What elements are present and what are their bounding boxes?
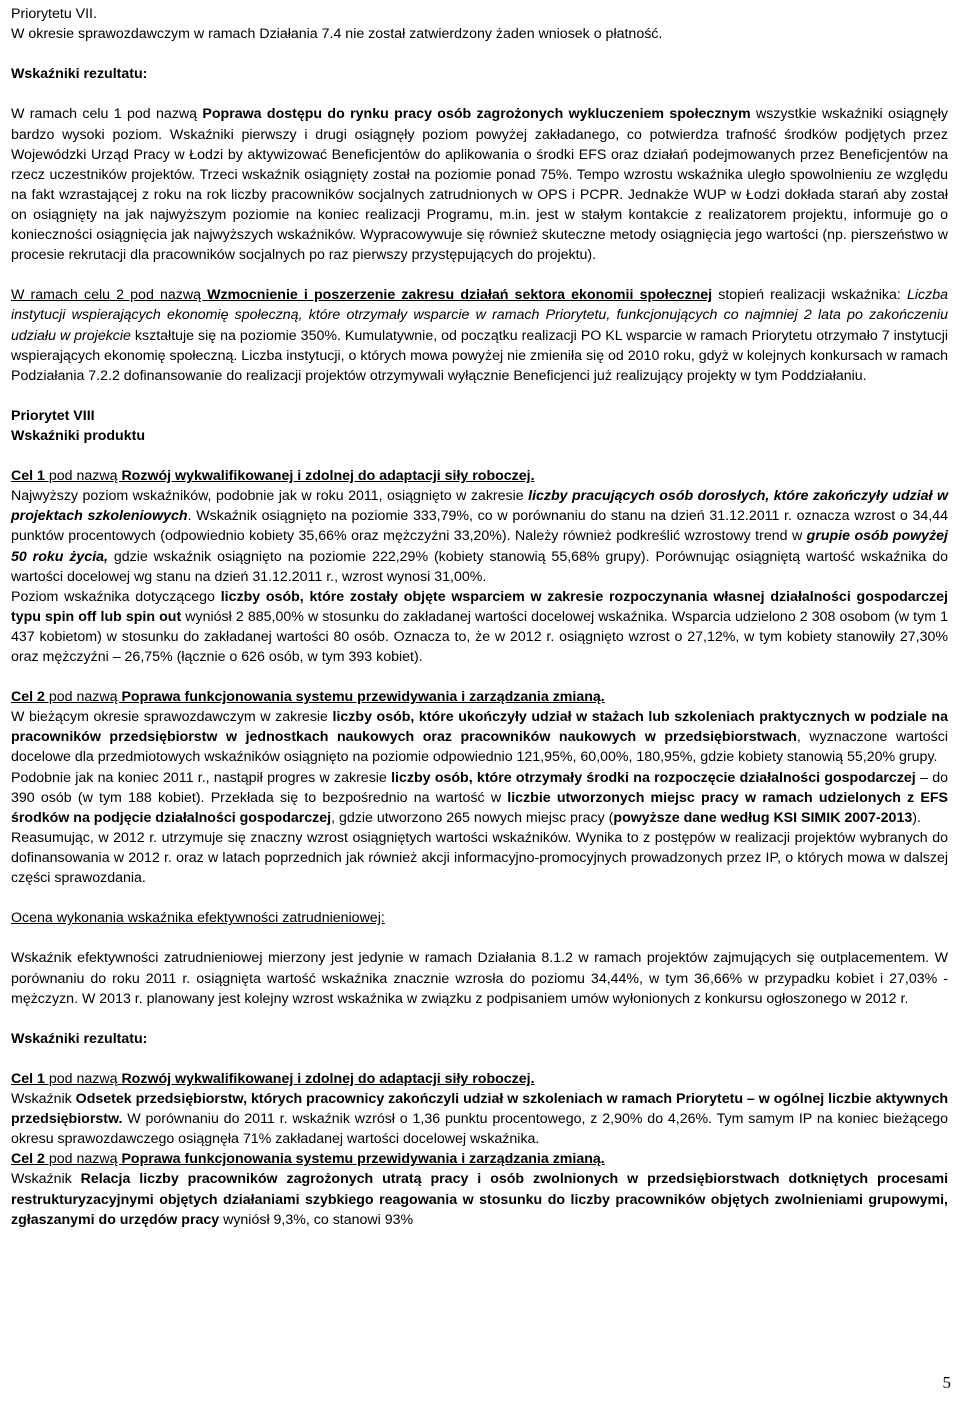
paragraph: Reasumując, w 2012 r. utrzymuje się znaczny wzrost osiągniętych wartości wskaźników. Wynika to z postępów w realizacji projektów wybranych do dofinansowania w 2012 r. oraz w latach poprzednich jak również akcji informacyjno-promocyjnych prowadzonych przez IP, o których mowa w dalszej części sprawozdania.: [11, 829, 948, 887]
blank-line: [11, 1009, 948, 1029]
text-run: Najwyższy poziom wskaźników, podobnie jak w roku 2011, osiągnięto w zakresie: [11, 488, 529, 505]
goal-name: Poprawa funkcjonowania systemu przewidywania i zarządzania zmianą.: [121, 1151, 605, 1168]
section-heading: Ocena wykonania wskaźnika efektywności zatrudnieniowej:: [11, 910, 385, 927]
text-run: W ramach celu 2 pod nazwą: [11, 287, 208, 304]
text-run: – do 390 osób (w tym 188 kobiet). Przekłada się to bezpośrednio na wartość w: [11, 769, 948, 806]
paragraph: [11, 1169, 948, 1229]
paragraph: [11, 768, 948, 828]
text-run: W bieżącym okresie sprawozdawczym w zakresie: [11, 709, 333, 726]
text-run: wszystkie wskaźniki osiągnęły bardzo wysoki poziom. Wskaźniki pierwszy i drugi osiągnęły poziom powyżej zakładanego, co potwierdza trafność środków podjętych przez Wojewódzki Urząd Pracy w Łodzi by aktywizować Beneficjentów do aplikowania o środki EFS oraz działań podejmowanych przez Beneficjentów na rzecz uczestników projektów. Trzeci wskaźnik osiągnięty został na poziomie ponad 75%. Tempo wzrostu wskaźnika uległo spowolnieniu ze względu na fakt wzrastającej z roku na rok liczby pracowników socjalnych zatrudnionych w OPS i PCPR. Jednakże WUP w Łodzi dokłada starań aby został on osiągnięty na jak najwyższym poziomie na koniec realizacji Programu, m.in. jest w stałym kontakcie z realizatorem projektu, informuje go o konieczności osiągnięcia jak najwyższych wskaźników. Wypracowywuje się również skuteczne metody osiągnięcia jego wartości (np. pierszeństwo w procesie rekrutacji dla pracowników socjalnych po raz pierwszy przystępujących do projektu).: [11, 106, 948, 264]
data-source-note: powyższe dane według KSI SIMIK 2007-2013: [613, 809, 913, 826]
text-run: , gdzie utworzono 265 nowych miejsc pracy (: [331, 809, 614, 826]
indicator-name: Relacja liczby pracowników zagrożonych utratą pracy i osób zwolnionych w przedsiębiorstwach dotkniętych procesami restrukturyzacyjnymi objętych działaniami szybkiego reagowania w stosunku do liczby pracowników objętych zwolnieniami grupowymi, zgłaszanymi do urzędów pracy: [11, 1171, 949, 1228]
blank-line: [11, 928, 948, 948]
paragraph: W okresie sprawozdawczym w ramach Działania 7.4 nie został zatwierdzony żaden wniosek o płatność.: [11, 26, 663, 43]
blank-line: [11, 386, 948, 406]
blank-line: [11, 44, 948, 64]
paragraph: Wskaźnik efektywności zatrudnieniowej mierzony jest jedynie w ramach Działania 8.1.2 w ramach projektów zajmujących się outplacementem. W porównaniu do roku 2011 r. osiągnięta wartość wskaźnika znacznie wzrosła do poziomu 34,44%, w tym 36,66% w przypadku kobiet i 27,03% - mężczyzn. W 2013 r. planowany jest kolejny wzrost wskaźnika w związku z podpisaniem umów wyłonionych z konkursu ogłoszonego w 2012 r.: [11, 950, 948, 1007]
indicator-name: liczby osób, które ukończyły udział w stażach lub szkoleniach praktycznych w podziale na pracowników przedsiębiorstw w jednostkach naukowych oraz pracowników naukowych w przedsiębiorstwach: [11, 709, 948, 746]
section-heading: Priorytet VIII: [11, 407, 95, 424]
text-run: pod nazwą: [44, 1070, 122, 1087]
text-run: pod nazwą: [44, 689, 122, 706]
blank-line: [11, 84, 948, 104]
section-heading: Wskaźniki rezultatu:: [11, 1030, 148, 1047]
indicator-name: liczby pracujących osób dorosłych, które zakończyły udział w projektach szkoleniowych: [11, 488, 948, 525]
text-run: wyniósł 2 885,00% w stosunku do zakładanej wartości docelowej wskaźnika. Wsparcia udzielono 2 308 osobom (w tym 1 437 kobietom) w stosunku do zakładanej wartości 80 osób. Oznacza to, że w 2012 r. osiągnięto wzrost o 27,12%, w tym kobiety stanowiły 27,30% oraz mężczyźni – 26,75% (łącznie o 626 osób, w tym 393 kobiet).: [11, 608, 948, 665]
paragraph: [11, 104, 948, 265]
text-run: Wskaźnik: [11, 1091, 76, 1108]
goal-number: Cel 2: [11, 689, 45, 706]
paragraph: [11, 707, 948, 767]
text-run: , wyznaczone wartości docelowe dla przedmiotowych wskaźników osiągnięto na poziomie odpowiednio 121,95%, 60,00%, 180,95%, gdzie kobiety stanowią 55,20% grupy.: [11, 729, 949, 766]
text-run: stopień realizacji wskaźnika:: [712, 287, 907, 304]
text-run: gdzie wskaźnik osiągnięto na poziomie 222,29% (kobiety stanowią 55,68% grupy). Porównując osiągniętą wartość wskaźnika do wartości docelowej wg stanu na dzień 31.12.2011 r., wzrost wynosi 31,00%.: [11, 548, 948, 585]
paragraph: Priorytetu VII.: [11, 6, 97, 22]
paragraph: [11, 587, 948, 667]
paragraph: [11, 285, 948, 385]
paragraph: [11, 1089, 948, 1149]
blank-line: [11, 446, 948, 466]
indicator-name: liczby osób, które otrzymały środki na rozpoczęcie działalności gospodarczej: [391, 769, 916, 786]
emphasis: grupie osób powyżej 50 roku życia,: [11, 528, 948, 565]
goal-heading: [11, 466, 948, 486]
indicator-name: Odsetek przedsiębiorstw, których pracownicy zakończyli udział w szkoleniach w ramach Priorytetu – w ogólnej liczbie aktywnych przedsiębiorstw.: [11, 1091, 948, 1128]
indicator-name: liczbie utworzonych miejsc pracy w ramach udzielonych z EFS środków na podjęcie działalności gospodarczej: [11, 789, 949, 826]
goal-number: Cel 2: [11, 1151, 45, 1168]
goal-name: Rozwój wykwalifikowanej i zdolnej do adaptacji siły roboczej.: [121, 1070, 535, 1087]
text-run: W porównaniu do 2011 r. wskaźnik wzrósł o 1,36 punktu procentowego, z 2,90% do 4,26%. Tym samym IP na koniec bieżącego okresu sprawozdawczego osiągnęła 71% zakładanej wartości docelowej wskaźnika.: [11, 1111, 948, 1148]
text-run: Wskaźnik: [11, 1171, 81, 1188]
text-run: kształtuje się na poziomie 350%. Kumulatywnie, od początku realizacji PO KL wsparcie w ramach Priorytetu otrzymało 7 instytucji wspierających ekonomię społeczną. Liczba instytucji, o których mowa powyżej nie zmieniła się od 2010 roku, gdyż w kolejnych konkursach w ramach Podziałania 7.2.2 dofinansowanie do realizacji projektów otrzymywali wyłącznie Beneficjenci już realizujący projekty w tym Poddziałaniu.: [11, 327, 949, 384]
text-run: Podobnie jak na koniec 2011 r., nastąpił progres w zakresie: [11, 769, 392, 786]
blank-line: [11, 265, 948, 285]
section-heading: Wskaźniki rezultatu:: [11, 66, 148, 83]
text-run: . Wskaźnik osiągnięto na poziomie 333,79%, co w porównaniu do stanu na dzień 31.12.2011 r. oznacza wzrost o 34,44 punktów procentowych (odpowiednio kobiety 35,66% oraz mężczyźni 33,20%). Należy również podkreślić wzrostowy trend w: [11, 508, 948, 545]
goal-heading: [11, 1149, 948, 1169]
indicator-name: liczby osób, które zostały objęte wsparciem w zakresie rozpoczynania własnej działalności gospodarczej typu spin off lub spin out: [11, 588, 948, 625]
goal-name: Wzmocnienie i poszerzenie zakresu działań sektora ekonomii społecznej: [207, 287, 713, 304]
goal-heading: [11, 1069, 948, 1089]
goal-name: Poprawa dostępu do rynku pracy osób zagrożonych wykluczeniem społecznym: [202, 106, 751, 123]
blank-line: [11, 888, 948, 908]
text-run: pod nazwą: [44, 1151, 122, 1168]
blank-line: [11, 667, 948, 687]
blank-line: [11, 1049, 948, 1069]
goal-name: Poprawa funkcjonowania systemu przewidywania i zarządzania zmianą.: [121, 689, 605, 706]
indicator-name: Liczba instytucji wspierających ekonomię społeczną, które otrzymały wsparcie w ramach Priorytetu, funkcjonujących co najmniej 2 lata po zakończeniu udziału w projekcie: [11, 287, 949, 344]
text-run: W ramach celu 1 pod nazwą: [11, 106, 203, 123]
section-heading: Wskaźniki produktu: [11, 427, 146, 444]
goal-number: Cel 1: [11, 1070, 45, 1087]
page-number: 5: [942, 1372, 951, 1392]
text-run: Poziom wskaźnika dotyczącego: [11, 588, 221, 605]
goal-name: Rozwój wykwalifikowanej i zdolnej do adaptacji siły roboczej.: [121, 468, 535, 485]
text-run: ).: [912, 809, 921, 826]
goal-number: Cel 1: [11, 468, 45, 485]
text-run: pod nazwą: [44, 468, 122, 485]
text-run: wyniósł 9,3%, co stanowi 93%: [219, 1211, 414, 1228]
paragraph: [11, 486, 948, 586]
goal-heading: [11, 687, 948, 707]
